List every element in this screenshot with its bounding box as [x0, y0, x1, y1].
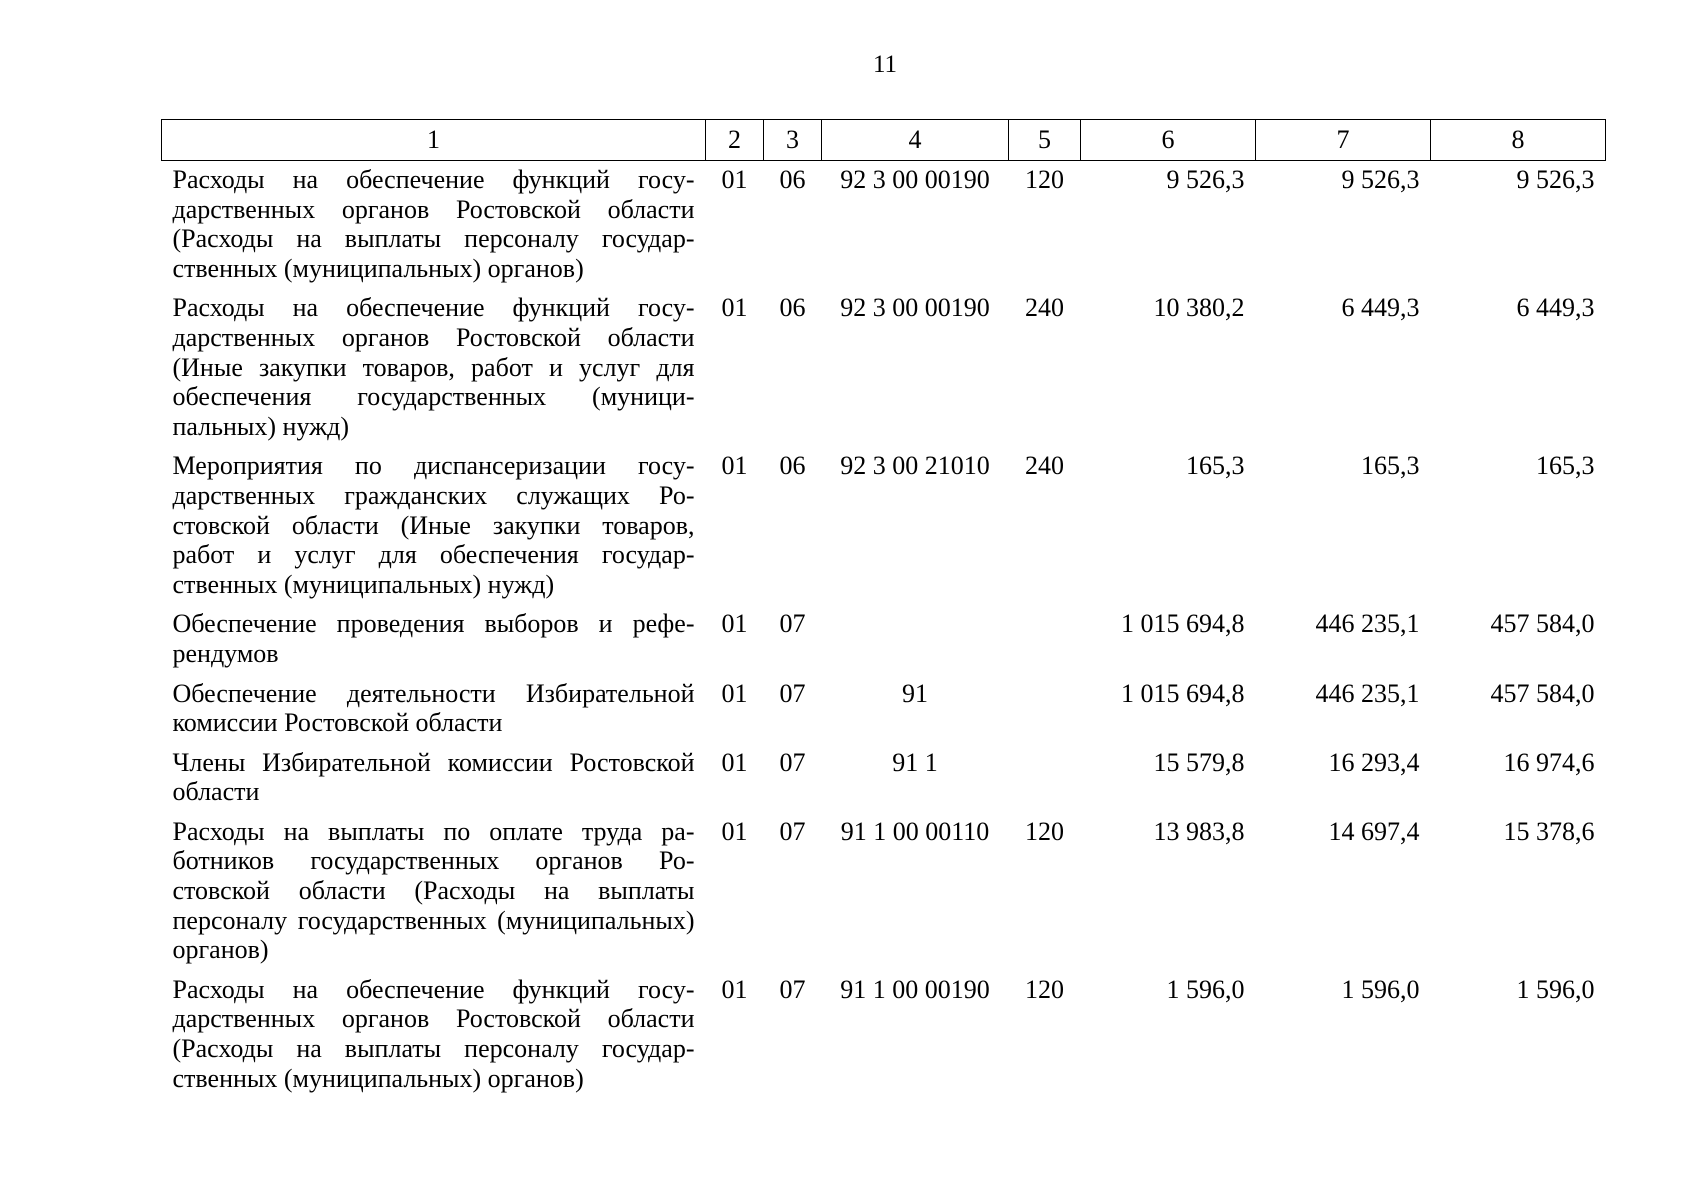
row-name: Обеспечение деятельности Избирательной комиссии Ростовской области — [172, 678, 695, 738]
column-header: 7 — [1256, 120, 1431, 161]
amount-col8: 165,3 — [1536, 451, 1595, 481]
column-header: 6 — [1081, 120, 1256, 161]
row-name: Расходы на обеспечение функций государственных органов Ростовской области (Расходы на выплаты персоналу государственных (муниципальных) органов) — [172, 974, 695, 1093]
expense-type-code: 120 — [1025, 974, 1064, 1004]
subsection-code: 07 — [779, 609, 806, 639]
column-header: 5 — [1009, 120, 1081, 161]
amount-col8: 1 596,0 — [1516, 974, 1595, 1004]
target-article-code: 91 1 — [892, 747, 938, 777]
column-header: 2 — [706, 120, 764, 161]
column-header: 4 — [822, 120, 1009, 161]
subsection-code: 07 — [779, 678, 806, 708]
amount-col6: 10 380,2 — [1153, 293, 1245, 323]
table-row — [162, 161, 1606, 294]
amount-col7: 6 449,3 — [1341, 293, 1420, 323]
column-number-header — [162, 120, 1606, 161]
amount-col8: 457 584,0 — [1490, 609, 1595, 639]
amount-col8: 16 974,6 — [1503, 747, 1595, 777]
row-name: Мероприятия по диспансеризации государственных гражданских служащих Ростовской области (Иные закупки товаров, работ и услуг для обеспечения государственных (муниципальных) нужд) — [172, 451, 695, 599]
amount-col8: 6 449,3 — [1516, 293, 1595, 323]
section-code: 01 — [721, 678, 748, 708]
target-article-code: 91 — [902, 678, 928, 708]
amount-col7: 1 596,0 — [1341, 974, 1420, 1004]
expense-type-code: 240 — [1025, 451, 1064, 481]
expense-type-code — [1009, 609, 1081, 678]
amount-col6: 165,3 — [1186, 451, 1245, 481]
section-code: 01 — [721, 609, 748, 639]
page-number: 11 — [872, 51, 898, 78]
expense-type-code — [1009, 748, 1081, 817]
subsection-code: 06 — [779, 293, 806, 323]
section-code: 01 — [721, 165, 748, 194]
amount-col7: 16 293,4 — [1328, 747, 1420, 777]
target-article-code: 92 3 00 21010 — [840, 451, 990, 481]
target-article-code: 91 1 00 00190 — [840, 974, 990, 1004]
amount-col6: 13 983,8 — [1153, 816, 1245, 846]
amount-col7: 446 235,1 — [1315, 609, 1420, 639]
budget-table — [161, 119, 1606, 1103]
target-article-code: 92 3 00 00190 — [840, 293, 990, 323]
amount-col6: 1 015 694,8 — [1121, 609, 1245, 639]
expense-type-code: 120 — [1025, 165, 1064, 194]
table-row — [162, 748, 1606, 817]
column-header: 8 — [1431, 120, 1606, 161]
subsection-code: 07 — [779, 816, 806, 846]
table-row — [162, 609, 1606, 678]
amount-col7: 14 697,4 — [1328, 816, 1420, 846]
amount-col7: 165,3 — [1361, 451, 1420, 481]
section-code: 01 — [721, 816, 748, 846]
row-name: Члены Избирательной комиссии Ростовской области — [172, 747, 695, 807]
table-row — [162, 293, 1606, 451]
subsection-code: 07 — [779, 747, 806, 777]
amount-col8: 15 378,6 — [1503, 816, 1595, 846]
amount-col7: 446 235,1 — [1315, 678, 1420, 708]
column-header: 1 — [162, 120, 706, 161]
amount-col6: 1 596,0 — [1166, 974, 1245, 1004]
subsection-code: 06 — [779, 165, 806, 194]
section-code: 01 — [721, 974, 748, 1004]
row-name: Расходы на выплаты по оплате труда работников государственных органов Ростовской области (Расходы на выплаты персоналу государственных (муниципальных) органов) — [172, 816, 695, 965]
target-article-code — [822, 609, 1009, 678]
amount-col6: 9 526,3 — [1166, 165, 1245, 194]
section-code: 01 — [721, 451, 748, 481]
target-article-code: 92 3 00 00190 — [840, 165, 990, 194]
column-header: 3 — [764, 120, 822, 161]
section-code: 01 — [721, 747, 748, 777]
row-name: Расходы на обеспечение функций государственных органов Ростовской области (Иные закупки товаров, работ и услуг для обеспечения государственных (муниципальных) нужд) — [172, 293, 695, 441]
amount-col7: 9 526,3 — [1341, 165, 1420, 194]
expense-type-code: 120 — [1025, 816, 1064, 846]
amount-col8: 9 526,3 — [1516, 165, 1595, 194]
table-row — [162, 975, 1606, 1103]
subsection-code: 07 — [779, 974, 806, 1004]
row-name: Расходы на обеспечение функций государственных органов Ростовской области (Расходы на выплаты персоналу государственных (муниципальных) органов) — [172, 165, 695, 283]
row-name: Обеспечение проведения выборов и референдумов — [172, 609, 695, 668]
table-row — [162, 451, 1606, 609]
table-row — [162, 679, 1606, 748]
section-code: 01 — [721, 293, 748, 323]
target-article-code: 91 1 00 00110 — [840, 816, 990, 846]
table-row — [162, 817, 1606, 975]
amount-col8: 457 584,0 — [1490, 678, 1595, 708]
amount-col6: 1 015 694,8 — [1121, 678, 1245, 708]
expense-type-code: 240 — [1025, 293, 1064, 323]
amount-col6: 15 579,8 — [1153, 747, 1245, 777]
subsection-code: 06 — [779, 451, 806, 481]
expense-type-code — [1009, 679, 1081, 748]
